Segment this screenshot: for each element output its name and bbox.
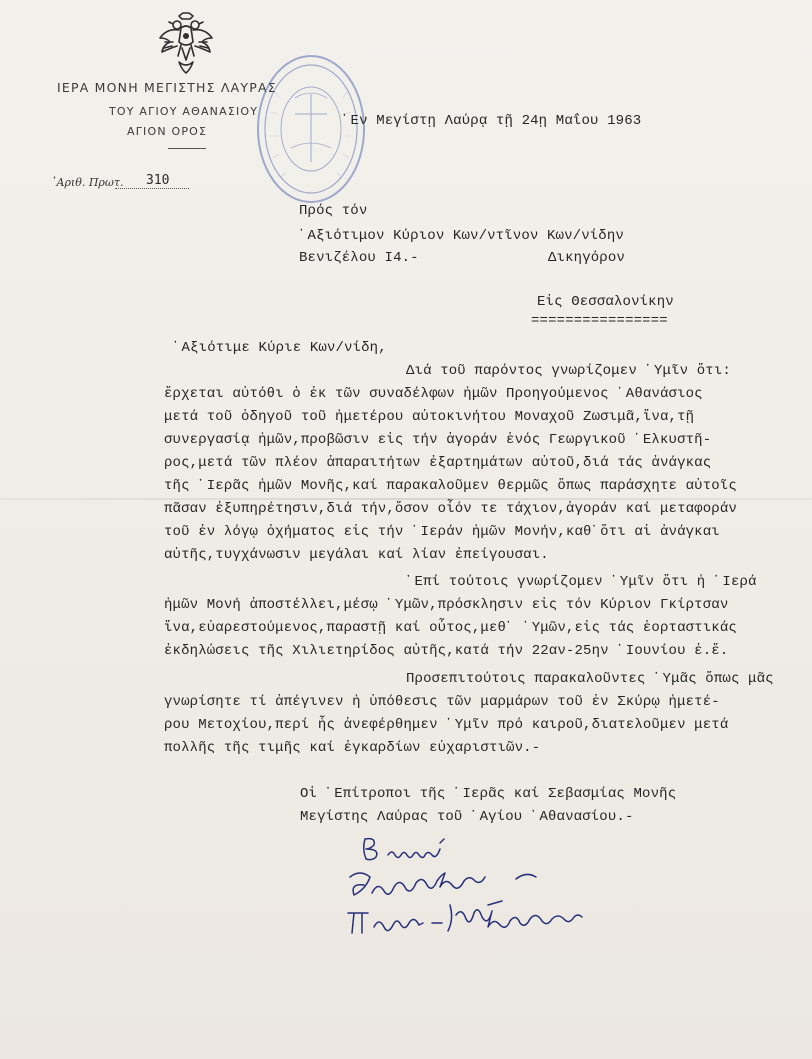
- closing-line-1: Οἱ ᾿Επίτροποι τῆς ῾Ιερᾶς καί Σεβασμίας Μονῆς: [300, 786, 677, 802]
- salutation: ᾿Αξιότιμε Κύριε Κων/νίδη,: [173, 340, 387, 356]
- recipient-name: ᾿Αξιότιμον Κύριον Κων/ντῖνον Κων/νίδην: [299, 228, 624, 244]
- body-line: γνωρίσητε τί ἀπέγινεν ἡ ὑπόθεσις τῶν μαρμάρων τοῦ ἐν Σκύρῳ ἡμετέ-: [164, 694, 720, 710]
- recipient-profession: Δικηγόρον: [548, 250, 625, 266]
- letterhead-divider: [168, 148, 206, 149]
- recipient-city-underline: ================: [531, 313, 668, 329]
- fold-crease: [0, 498, 812, 500]
- body-line: ἔρχεται αὐτόθι ὁ ἐκ τῶν συναδέλφων ἡμῶν Προηγούμενος ᾿Αθανάσιος: [164, 386, 703, 402]
- body-line: ρου Μετοχίου,περί ἧς ἀνεφέρθημεν ῾Υμῖν πρό καιροῦ,διατελοῦμεν μετά: [164, 717, 729, 733]
- protocol-number: 310: [146, 173, 170, 188]
- body-line: τοῦ ἐν λόγῳ ὀχήματος εἰς τήν ῾Ιεράν ἡμῶν Μονήν,καθ᾿ὅτι αἱ ἀνάγκαι: [164, 524, 720, 540]
- recipient-intro: Πρός τόν: [299, 203, 368, 219]
- body-line: πολλῆς τῆς τιμῆς καί ἐγκαρδίων εὐχαριστιῶν.-: [164, 740, 541, 756]
- protocol-dotted-line: [115, 188, 189, 189]
- body-line: ἡμῶν Μονή ἀποστέλλει,μέσῳ ῾Υμῶν,πρόσκλησιν εἰς τόν Κύριον Γκίρτσαν: [164, 597, 729, 613]
- body-line: μετά τοῦ ὁδηγοῦ τοῦ ἡμετέρου αὐτοκινήτου Μοναχοῦ Ζωσιμᾶ,ἵνα,τῇ: [164, 409, 695, 425]
- date-line: ᾿Εν Μεγίστῃ Λαύρᾳ τῇ 24ῃ Μαΐου 1963: [342, 113, 642, 129]
- body-line: τῆς ῾Ιερᾶς ἡμῶν Μονῆς,καί παρακαλοῦμεν θερμῶς ὅπως παράσχητε αὐτοῖς: [164, 478, 737, 494]
- letterhead-line-2: ΤΟΥ ΑΓΙΟΥ ΑΘΑΝΑΣΙΟΥ: [109, 105, 259, 118]
- letterhead-line-3: ΑΓΙΟΝ ΟΡΟΣ: [127, 125, 208, 138]
- letterhead-line-1: ΙΕΡΑ ΜΟΝΗ ΜΕΓΙΣΤΗΣ ΛΑΥΡΑΣ: [57, 80, 277, 95]
- body-line: συνεργασίᾳ ἡμῶν,προβῶσιν εἰς τήν ἀγοράν ἑνός Γεωργικοῦ ῾Ελκυστῆ-: [164, 432, 712, 448]
- body-line: ᾿Επί τούτοις γνωρίζομεν ῾Υμῖν ὅτι ἡ ῾Ιερά: [406, 574, 757, 590]
- body-line: Προσεπιτούτοις παρακαλοῦντες ῾Υμᾶς ὅπως μᾶς: [406, 671, 774, 687]
- monastery-seal-stamp: [255, 52, 367, 207]
- double-headed-eagle-icon: [157, 12, 215, 74]
- body-line: αὐτῆς,τυγχάνωσιν μεγάλαι καί λίαν ἐπείγουσαι.: [164, 547, 549, 563]
- recipient-city: Εἰς Θεσσαλονίκην: [537, 294, 674, 310]
- protocol-label: ᾿Αριθ. Πρωτ.: [51, 176, 124, 189]
- body-line: Διά τοῦ παρόντος γνωρίζομεν ῾Υμῖν ὅτι:: [406, 363, 731, 379]
- body-line: ἐκδηλώσεις τῆς Χιλιετηρίδος αὐτῆς,κατά τήν 22αν-25ην ᾿Ιουνίου ἐ.ἔ.: [164, 643, 729, 659]
- body-line: ἵνα,εὐαρεστούμενος,παραστῇ καί οὗτος,μεθ᾿ ῾Υμῶν,εἰς τάς ἑορταστικάς: [164, 620, 737, 636]
- body-line: πᾶσαν ἐξυπηρέτησιν,διά τήν,ὅσον οἷόν τε τάχιον,ἀγοράν καί μεταφοράν: [164, 501, 737, 517]
- closing-line-2: Μεγίστης Λαύρας τοῦ ῾Αγίου ᾿Αθανασίου.-: [300, 809, 634, 825]
- handwritten-signatures: [340, 835, 660, 945]
- recipient-street: Βενιζέλου Ι4.-: [299, 250, 419, 266]
- body-line: ρος,μετά τῶν πλέον ἀπαραιτήτων ἐξαρτημάτων αὐτοῦ,διά τάς ἀνάγκας: [164, 455, 712, 471]
